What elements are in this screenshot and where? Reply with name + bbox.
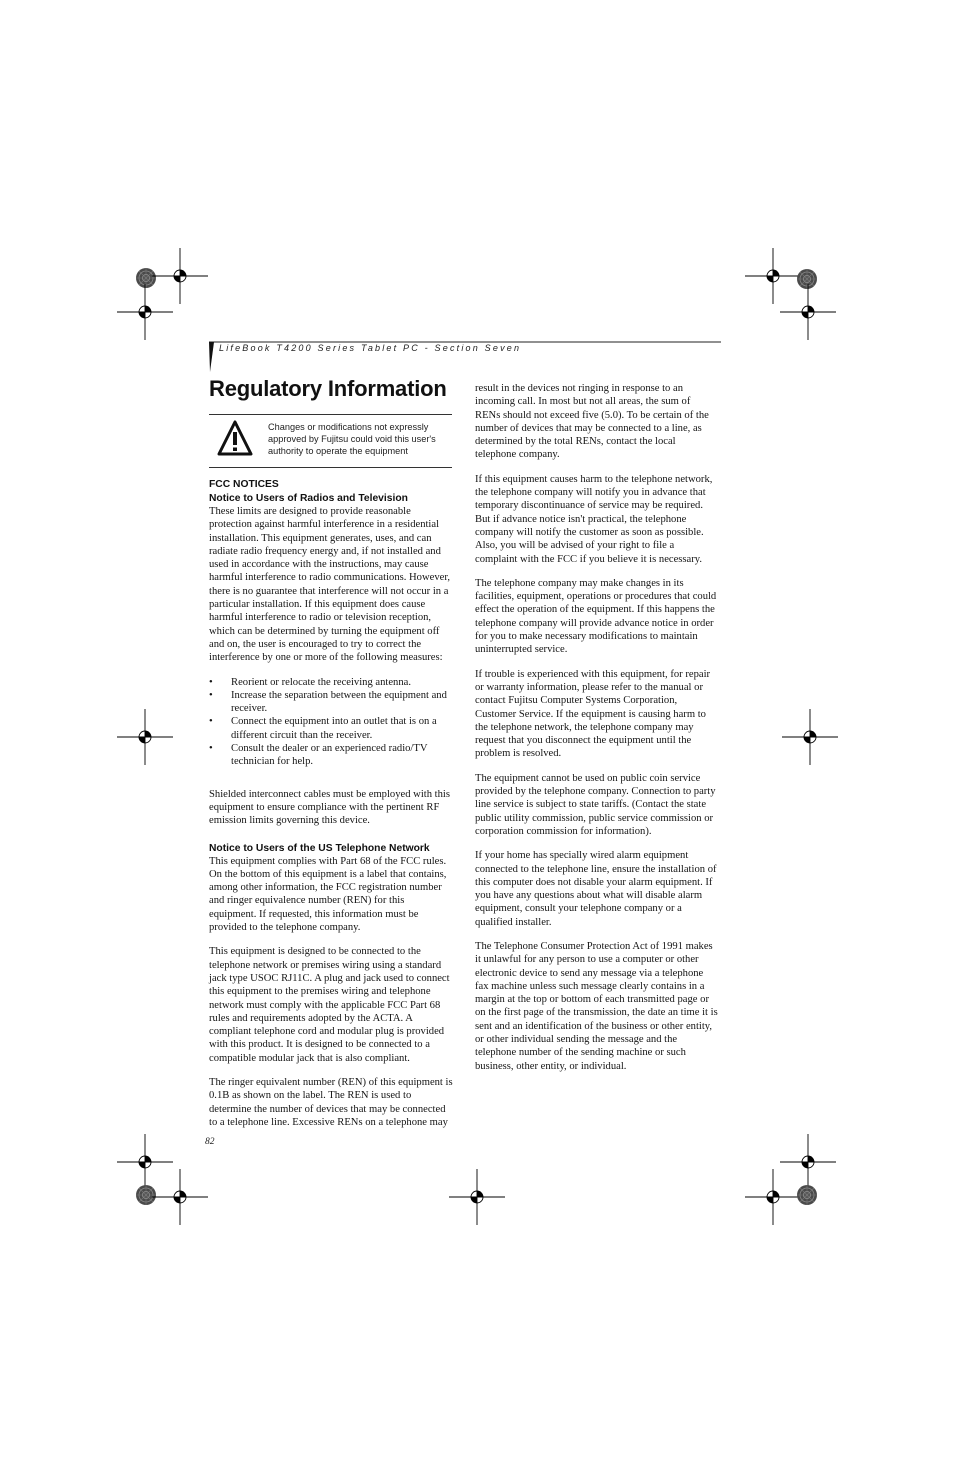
left-column — [209, 478, 453, 1140]
list-item: • Increase the separation between the equipment and receiver. — [209, 689, 453, 716]
fcc-notices-heading: FCC NOTICES — [209, 479, 279, 490]
radio-tv-paragraph-1: These limits are designed to provide reasonable protection against harmful interference in a residential installation. This equipment generates, uses, and can radiate radio frequency energy and, if not installed and used in accordance with the instructions, may cause harmful interference to radio communications. However, there is no guarantee that interference will not occur in a particular installation. If this equipment does cause harmful interference to radio or television reception, which can be determined by turning the equipment off and on, the user is encouraged to try to correct the interference by one or more of the following measures: — [209, 506, 451, 664]
measures-list — [209, 676, 453, 769]
list-item: • Connect the equipment into an outlet that is on a different circuit than the receiver. — [209, 715, 453, 742]
page-number: 82 — [205, 1137, 215, 1147]
page-title: Regulatory Information — [209, 376, 447, 401]
telephone-paragraph-2: This equipment is designed to be connected to the telephone network or premises wiring using a standard jack type USOC RJ11C. A plug and jack used to connect this equipment to the premises wiring and telephone network must comply with the applicable FCC Part 68 rules and requirements adopted by the ACTA. A compliant telephone cord and modular plug is provided with this product. It is designed to be connected to a compatible modular jack that is also compliant. — [209, 946, 450, 1064]
right-paragraph-4: If trouble is experienced with this equipment, for repair or warranty information, please refer to the manual or contact Fujitsu Computer Systems Corporation, Customer Service. If the equipment is causing harm to the telephone network, the telephone company may request that you disconnect the equipment until the problem is resolved. — [475, 668, 711, 760]
right-paragraph-1: result in the devices not ringing in response to an incoming call. In most but not all areas, the sum of RENs should not exceed five (5.0). To be certain of the number of devices that may be connected to a line, as determined by the total RENs, contact the local telephone company. — [475, 383, 709, 461]
right-column — [475, 382, 718, 1084]
telephone-paragraph-1: This equipment complies with Part 68 of the FCC rules. On the bottom of this equipment is a label that contains, among other information, the FCC registration number and ringer equivalence number (REN) for this equipment. If requested, this information must be provided to the telephone company. — [209, 855, 447, 934]
running-header: LifeBook T4200 Series Tablet PC - Section Seven — [219, 343, 522, 353]
telephone-paragraph-3: The ringer equivalent number (REN) of this equipment is 0.1B as shown on the label. The REN is used to determine the number of devices that may be connected to a telephone line. Excessive RENs on a telephone may — [209, 1076, 453, 1128]
right-paragraph-5: The equipment cannot be used on public coin service provided by the telephone company. Connection to party line service is subject to state tariffs. (Contact the state public utility commission, public service commission or corporation commission for information). — [475, 772, 716, 837]
right-paragraph-7: The Telephone Consumer Protection Act of 1991 makes it unlawful for any person to use a computer or other electronic device to send any message via a telephone fax machine unless such message clearly contains in a margin at the top or bottom of each transmitted page or on the first page of the transmission, the date an time it is sent and an identification of the business or other entity, or other individual sending the message and the telephone number of the sending machine or such business, other entity, or individual. — [475, 940, 718, 1072]
warning-triangle-icon — [217, 420, 253, 458]
warning-text: Changes or modifications not expressly approved by Fujitsu could void this user's authority to operate the equipment — [268, 422, 436, 456]
right-paragraph-3: The telephone company may make changes in its facilities, equipment, operations or procedures that could effect the operation of the equipment. If this happens the telephone company will provide advance notice in order for you to make necessary modifications to maintain uninterrupted service. — [475, 577, 717, 656]
telephone-network-heading: Notice to Users of the US Telephone Network — [209, 842, 430, 854]
right-paragraph-6: If your home has specially wired alarm equipment connected to the telephone line, ensure the installation of this computer does not disable your alarm equipment. If you have any questions about what will disable alarm equipment, consult your telephone company or a qualified installer. — [475, 850, 717, 928]
list-item: • Consult the dealer or an experienced radio/TV technician for help. — [209, 742, 453, 769]
radio-tv-paragraph-2: Shielded interconnect cables must be employed with this equipment to ensure compliance with the pertinent RF emission limits governing this device. — [209, 788, 450, 827]
right-paragraph-2: If this equipment causes harm to the telephone network, the telephone company will notify you in advance that temporary discontinuance of service may be required. But if advance notice isn't practical, the telephone company will notify the customer as soon as possible. Also, you will be advised of your right to file a complaint with the FCC if you believe it is necessary. — [475, 473, 713, 565]
radio-tv-heading: Notice to Users of Radios and Television — [209, 493, 408, 504]
list-item: • Reorient or relocate the receiving antenna. — [209, 676, 453, 689]
